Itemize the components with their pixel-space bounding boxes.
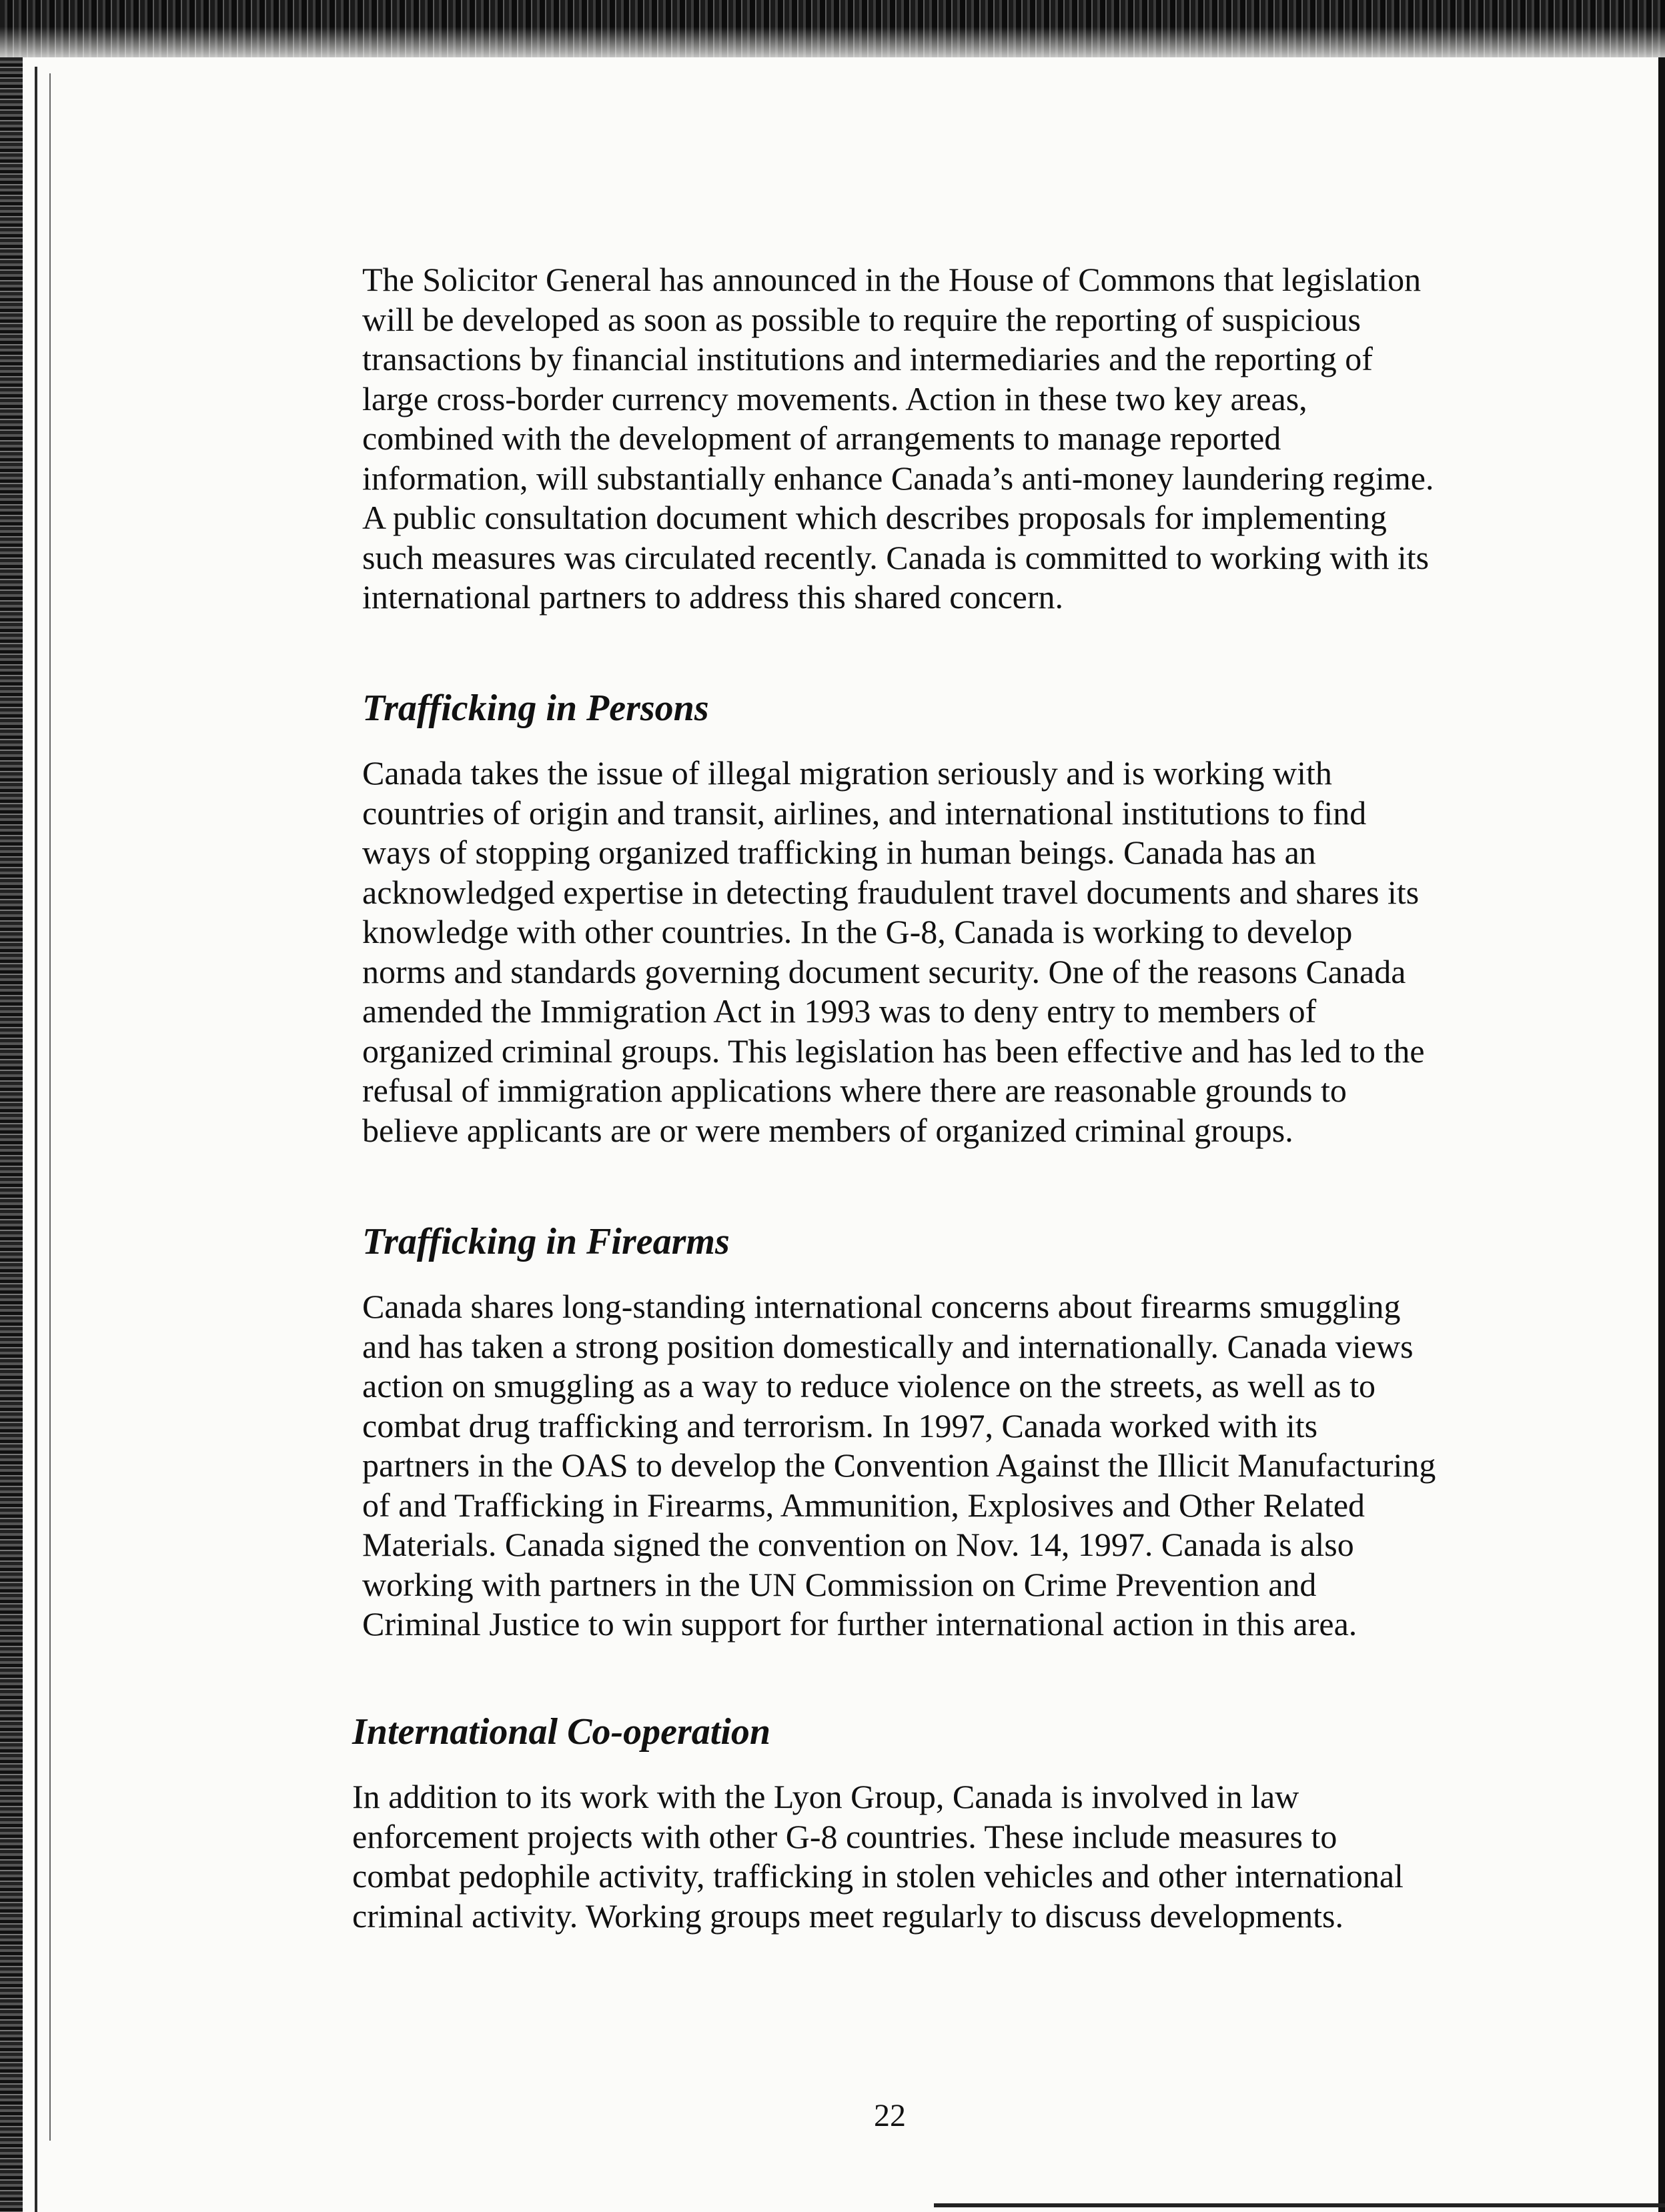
heading-trafficking-in-firearms: Trafficking in Firearms (362, 1221, 730, 1262)
firearms-paragraph: Canada shares long-standing international concerns about firearms smuggling and has taken a strong position domestically and internationally. Canada views action on smuggling as a way to reduce violence on the streets, as well as to combat drug trafficking and terrorism. In 1997, Canada worked with its partners in the OAS to develop the Convention Against the Illicit Manufacturing of and Trafficking in Firearms, Ammunition, Explosives and Other Related Materials. Canada signed the convention on Nov. 14, 1997. Canada is also working with partners in the UN Commission on Crime Prevention and Criminal Justice to win support for further international action in this area. (362, 1288, 1436, 1642)
heading-international-cooperation: International Co-operation (352, 1711, 771, 1753)
page-number: 22 (874, 2098, 906, 2133)
persons-paragraph: Canada takes the issue of illegal migration seriously and is working with countries of origin and transit, airlines, and international institutions to find ways of stopping organized trafficking in human beings. Canada has an acknowledged expertise in detecting fraudulent travel documents and shares its knowledge with other countries. In the G-8, Canada is working to develop norms and standards governing document security. One of the reasons Canada amended the Immigration Act in 1993 was to deny entry to members of organized criminal groups. This legislation has been effective and has led to the refusal of immigration applications where there are reasonable grounds to believe applicants are or were members of organized criminal groups. (362, 754, 1425, 1149)
cooperation-paragraph: In addition to its work with the Lyon Group, Canada is involved in law enforcement projects with other G-8 countries. These include measures to combat pedophile activity, trafficking in stolen vehicles and other international criminal activity. Working groups meet regularly to discuss developments. (352, 1778, 1404, 1935)
heading-trafficking-in-persons: Trafficking in Persons (362, 688, 709, 729)
intro-paragraph: The Solicitor General has announced in the House of Commons that legislation will be developed as soon as possible to require the reporting of suspicious transactions by financial institutions and intermediaries and the reporting of large cross-border currency movements. Action in these two key areas, combined with the development of arrangements to manage reported information, will substantially enhance Canada’s anti-money laundering regime. A public consultation document which describes proposals for implementing such measures was circulated recently. Canada is committed to working with its international partners to address this shared concern. (362, 261, 1434, 616)
